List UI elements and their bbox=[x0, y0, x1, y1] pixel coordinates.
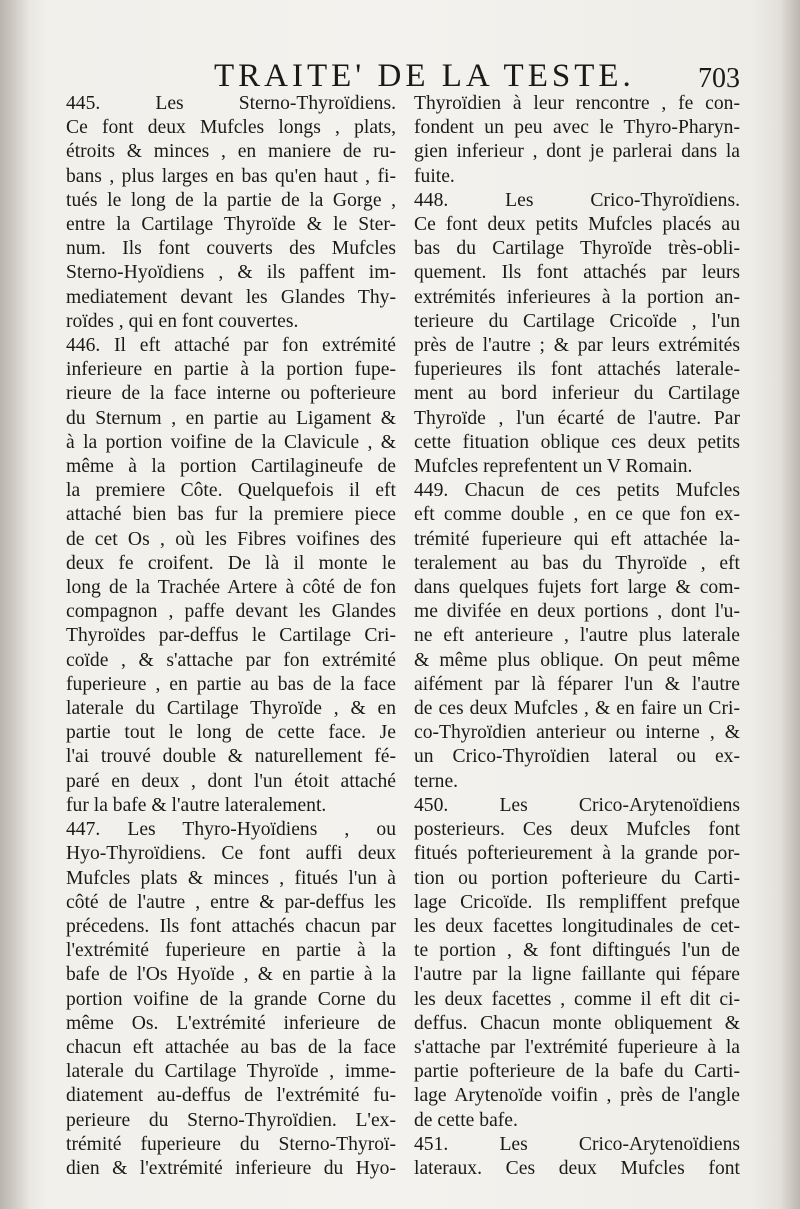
text-line: côté de l'autre , entre & par-deffus les bbox=[66, 891, 396, 913]
text-line: trémité fuperieure du Sterno-Thyroï- bbox=[66, 1133, 396, 1155]
text-line: les deux facettes , comme il eft dit ci- bbox=[414, 988, 740, 1010]
text-line: de ces deux Mufcles , & en faire un Cri- bbox=[414, 698, 740, 720]
text-line: même Os. L'extrémité inferieure de bbox=[66, 1012, 396, 1034]
text-line: 447. Les Thyro-Hyoïdiens , ou bbox=[66, 819, 396, 841]
text-line: deffus. Chacun monte obliquement & bbox=[414, 1012, 740, 1034]
text-line: étroits & minces , en maniere de ru- bbox=[66, 141, 396, 163]
page-number: 703 bbox=[698, 63, 740, 94]
text-line: Thyroïde , l'un écarté de l'autre. Par bbox=[414, 407, 740, 429]
text-line: deux fe croifent. De là il monte le bbox=[66, 552, 396, 574]
text-line: même à la portion Cartilagineufe de bbox=[66, 456, 396, 478]
text-line: bans , plus larges en bas qu'en haut , fi- bbox=[66, 165, 396, 187]
text-line: fuperieures ils font attachés laterale- bbox=[414, 359, 740, 381]
text-line: lage Cricoïde. Ils rempliffent prefque bbox=[414, 891, 740, 913]
text-line: dien & l'extrémité inferieure du Hyo- bbox=[66, 1157, 396, 1179]
text-line: fuite. bbox=[414, 165, 455, 187]
text-line: fur la bafe & l'autre lateralement. bbox=[66, 794, 327, 816]
text-line: & même plus oblique. On peut même bbox=[414, 649, 740, 671]
text-line: Thyroïdien à leur rencontre , fe con- bbox=[414, 93, 740, 114]
text-line: partie pofterieure de la bafe du Carti- bbox=[414, 1061, 740, 1083]
text-line: num. Ils font couverts des Mufcles bbox=[66, 238, 396, 260]
text-column-left bbox=[66, 92, 396, 1181]
text-line: de cet Os , où les Fibres voifines des bbox=[66, 528, 396, 550]
text-line: fondent un peu avec le Thyro-Pharyn- bbox=[414, 117, 740, 139]
text-line: te portion , & font diftingués l'un de bbox=[414, 940, 740, 962]
text-line: entre la Cartilage Thyroïde & le Ster- bbox=[66, 214, 396, 236]
text-line: diatement au-deffus de l'extrémité fu- bbox=[66, 1085, 396, 1107]
text-line: la premiere Côte. Quelquefois il eft bbox=[66, 480, 396, 502]
text-line: portion voifine de la grande Corne du bbox=[66, 988, 396, 1010]
text-line: dans quelques fujets fort large & com- bbox=[414, 577, 740, 599]
text-line: l'extrémité fuperieure en partie à la bbox=[66, 940, 396, 962]
text-line: l'autre par la ligne faillante qui fépare bbox=[414, 964, 740, 986]
text-line: partie tout le long de cette face. Je bbox=[66, 722, 396, 744]
text-line: bas du Cartilage Thyroïde très-obli- bbox=[414, 238, 740, 260]
text-line: lage Arytenoïde voifin , près de l'angle bbox=[414, 1085, 740, 1107]
text-line: fitués pofterieurement à la grande por- bbox=[414, 843, 740, 865]
text-line: long de la Trachée Artere à côté de fon bbox=[66, 577, 396, 599]
text-line: du Sternum , en partie au Ligament & bbox=[66, 407, 396, 429]
page-edge-shadow-right bbox=[780, 0, 800, 1209]
text-line: chacun eft attachée au bas de la face bbox=[66, 1036, 396, 1058]
text-line: fuperieure , en partie au bas de la face bbox=[66, 673, 396, 695]
text-line: 449. Chacun de ces petits Mufcles bbox=[414, 480, 740, 502]
text-line: me divifée en deux portions , dont l'u- bbox=[414, 601, 740, 623]
text-line: 450. Les Crico-Arytenoïdiens bbox=[414, 794, 740, 816]
text-line: cette fituation oblique ces deux petits bbox=[414, 431, 740, 453]
text-line: terne. bbox=[414, 770, 459, 792]
text-line: bafe de l'Os Hyoïde , & en partie à la bbox=[66, 964, 396, 986]
text-line: terieure du Cartilage Cricoïde , l'un bbox=[414, 310, 740, 332]
text-line: précedens. Ils font attachés chacun par bbox=[66, 915, 396, 937]
text-line: ment au bord inferieur du Cartilage bbox=[414, 383, 740, 405]
text-line: de cette bafe. bbox=[414, 1109, 518, 1131]
text-line: paré en deux , dont l'un étoit attaché bbox=[66, 770, 396, 792]
text-line: Ce font deux petits Mufcles placés au bbox=[414, 214, 740, 236]
text-line: lateraux. Ces deux Mufcles font bbox=[414, 1157, 740, 1179]
text-line: l'ai trouvé double & naturellement fé- bbox=[66, 746, 396, 768]
text-line: trémité fuperieure qui eft attachée la- bbox=[414, 528, 740, 550]
text-line: Mufcles plats & minces , fitués l'un à bbox=[66, 867, 396, 889]
text-line: Ce font deux Mufcles longs , plats, bbox=[66, 117, 396, 139]
text-line: co-Thyroïdien anterieur ou interne , & bbox=[414, 722, 740, 744]
text-line: 448. Les Crico-Thyroïdiens. bbox=[414, 189, 740, 211]
text-line: posterieurs. Ces deux Mufcles font bbox=[414, 819, 740, 841]
text-line: rieure de la face interne ou pofterieure bbox=[66, 383, 396, 405]
text-line: 445. Les Sterno-Thyroïdiens. bbox=[66, 93, 396, 114]
text-line: roïdes , qui en font couvertes. bbox=[66, 310, 299, 332]
text-line: laterale du Cartilage Thyroïde , imme- bbox=[66, 1061, 396, 1083]
text-line: coïde , & s'attache par fon extrémité bbox=[66, 649, 396, 671]
text-line: les deux facettes longitudinales de cet- bbox=[414, 915, 740, 937]
text-line: gien inferieur , dont je parlerai dans la bbox=[414, 141, 740, 163]
text-line: quement. Ils font attachés par leurs bbox=[414, 262, 740, 284]
page-edge-shadow-left bbox=[0, 0, 30, 1209]
text-line: 451. Les Crico-Arytenoïdiens bbox=[414, 1133, 740, 1155]
text-line: laterale du Cartilage Thyroïde , & en bbox=[66, 698, 396, 720]
text-line: près de l'autre ; & par leurs extrémités bbox=[414, 335, 740, 357]
text-line: ne eft anterieure , l'autre plus laterale bbox=[414, 625, 740, 647]
text-line: aifément par là féparer l'un & l'autre bbox=[414, 673, 740, 695]
text-line: inferieure en partie à la portion fupe- bbox=[66, 359, 396, 381]
text-line: Sterno-Hyoïdiens , & ils paffent im- bbox=[66, 262, 396, 284]
running-title: TRAITE' DE LA TESTE. bbox=[214, 58, 635, 94]
text-line: s'attache par l'extrémité fuperieure à la bbox=[414, 1036, 740, 1058]
text-line: Thyroïdes par-deffus le Cartilage Cri- bbox=[66, 625, 396, 647]
page-header bbox=[0, 56, 800, 96]
text-line: eft comme double , en ce que fon ex- bbox=[414, 504, 740, 526]
text-line: tion ou portion pofterieure du Carti- bbox=[414, 867, 740, 889]
text-line: extrémités inferieures à la portion an- bbox=[414, 286, 740, 308]
text-column-right bbox=[414, 92, 740, 1181]
text-line: compagnon , paffe devant les Glandes bbox=[66, 601, 396, 623]
text-line: tués le long de la partie de la Gorge , bbox=[66, 189, 396, 211]
text-line: à la portion voifine de la Clavicule , & bbox=[66, 431, 396, 453]
text-line: perieure du Sterno-Thyroïdien. L'ex- bbox=[66, 1109, 396, 1131]
text-line: 446. Il eft attaché par fon extrémité bbox=[66, 335, 396, 357]
text-line: Hyo-Thyroïdiens. Ce font auffi deux bbox=[66, 843, 396, 865]
text-line: attaché bien bas fur la premiere piece bbox=[66, 504, 396, 526]
text-line: un Crico-Thyroïdien lateral ou ex- bbox=[414, 746, 740, 768]
text-line: Mufcles reprefentent un V Romain. bbox=[414, 456, 693, 478]
text-line: mediatement devant les Glandes Thy- bbox=[66, 286, 396, 308]
text-line: teralement au bas du Thyroïde , eft bbox=[414, 552, 740, 574]
